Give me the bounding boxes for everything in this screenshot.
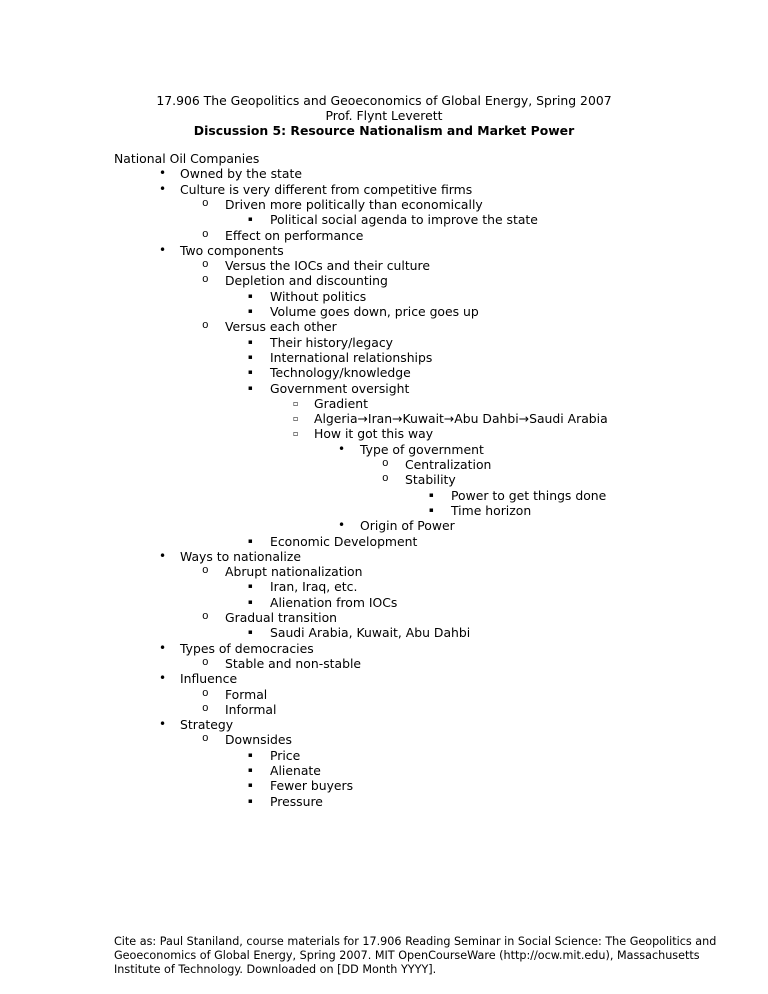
outline-item-text: Ways to nationalize	[180, 548, 301, 564]
outline-item-text: Stability	[405, 472, 456, 488]
outline-item-text: Formal	[225, 686, 268, 702]
circle-bullet-icon: o	[202, 320, 209, 333]
disc-bullet-icon: •	[159, 548, 167, 563]
square-bullet-icon: ▪	[248, 628, 253, 637]
square-bullet-icon: ▪	[248, 383, 253, 392]
outline-item-text: Two components	[180, 242, 284, 258]
outline-item-text: Types of democracies	[180, 640, 314, 656]
outline-item-text: Gradual transition	[225, 610, 338, 625]
circle-bullet-icon: o	[202, 259, 209, 272]
outline-item-text: Government oversight	[270, 380, 410, 396]
outline-item-text: Influence	[180, 671, 238, 687]
circle-bullet-icon: o	[202, 687, 209, 700]
square-bullet-icon: ▪	[248, 536, 253, 545]
square-bullet-icon: ▪	[248, 781, 253, 790]
outline-item-text: Stable and non-stable	[225, 655, 362, 671]
outline-item-text: Algeria→Iran→Kuwait→Abu Dahbi→Saudi Arabia	[314, 411, 608, 427]
outline-item-text: Depletion and discounting	[225, 273, 388, 289]
square-bullet-icon: ▪	[248, 307, 253, 315]
disc-bullet-icon: •	[159, 717, 167, 732]
outline-item-text: Saudi Arabia, Kuwait, Abu Dahbi	[270, 625, 471, 641]
outline-item-text: Gradient	[314, 395, 368, 411]
outline-item-text: Volume goes down, price goes up	[270, 304, 479, 319]
disc-bullet-icon: •	[159, 671, 167, 686]
outline-item-text: Effect on performance	[225, 227, 364, 243]
outline-item-text: Alienation from IOCs	[270, 594, 398, 610]
outline-item-text: Technology/knowledge	[270, 365, 411, 381]
circle-bullet-icon: o	[202, 656, 209, 669]
outline-item-text: Owned by the state	[180, 166, 302, 182]
square-bullet-icon: ▪	[248, 337, 253, 346]
disc-bullet-icon: •	[159, 640, 167, 655]
outline-item-text: Price	[270, 747, 301, 763]
outline-item-text: How it got this way	[314, 426, 434, 442]
small-square-bullet-icon: ▫	[293, 429, 299, 439]
outline-item-text: Culture is very different from competitive firms	[180, 181, 473, 197]
square-bullet-icon: ▪	[429, 505, 434, 514]
square-bullet-icon: ▪	[248, 215, 253, 224]
disc-bullet-icon: •	[338, 518, 346, 533]
disc-bullet-icon: •	[159, 166, 167, 181]
square-bullet-icon: ▪	[429, 490, 434, 499]
outline-item-text: Origin of Power	[360, 518, 455, 534]
circle-bullet-icon: o	[382, 473, 389, 486]
outline-item-text: Driven more politically than economically	[225, 196, 483, 212]
outline-item-text: Abrupt nationalization	[225, 564, 363, 580]
outline-item-text: National Oil Companies	[114, 151, 260, 166]
outline-item-text: Versus the IOCs and their culture	[225, 258, 430, 274]
outline-item-text: Downsides	[225, 732, 292, 748]
circle-bullet-icon: o	[202, 565, 209, 578]
circle-bullet-icon: o	[202, 274, 209, 287]
outline-item-text: Type of government	[360, 441, 484, 457]
small-square-bullet-icon: ▫	[293, 414, 299, 424]
square-bullet-icon: ▪	[248, 796, 253, 805]
outline-item-text: Informal	[225, 701, 277, 717]
circle-bullet-icon: o	[202, 611, 209, 623]
outline-item-text: Economic Development	[270, 533, 418, 549]
outline-item-text: Power to get things done	[451, 487, 607, 503]
outline-item-text: Versus each other	[225, 319, 337, 335]
disc-bullet-icon: •	[159, 242, 167, 257]
small-square-bullet-icon: ▫	[293, 398, 299, 408]
outline-item-text: Political social agenda to improve the state	[270, 212, 538, 228]
outline-item-text: Fewer buyers	[270, 778, 354, 794]
course-title: 17.906 The Geopolitics and Geoeconomics of Global Energy, Spring 2007	[156, 93, 612, 108]
square-bullet-icon: ▪	[248, 750, 253, 759]
circle-bullet-icon: o	[202, 702, 209, 715]
square-bullet-icon: ▪	[248, 352, 253, 361]
outline-item-text: Alienate	[270, 763, 321, 778]
disc-bullet-icon: •	[338, 441, 346, 456]
professor-name: Prof. Flynt Leverett	[325, 108, 443, 123]
outline-item-text: Iran, Iraq, etc.	[270, 579, 358, 595]
circle-bullet-icon: o	[382, 458, 389, 470]
outline-item-text: Strategy	[180, 717, 234, 733]
disc-bullet-icon: •	[159, 181, 167, 196]
circle-bullet-icon: o	[202, 733, 209, 746]
outline-item-text: Time horizon	[451, 502, 532, 518]
square-bullet-icon: ▪	[248, 291, 253, 300]
discussion-heading: Discussion 5: Resource Nationalism and Market Power	[193, 123, 575, 138]
square-bullet-icon: ▪	[248, 766, 253, 774]
citation-footer: Cite as: Paul Staniland, course materials for 17.906 Reading Seminar in Social Science: The Geopolitics and Geoeconomics of Global Energy, Spring 2007. MIT OpenCourseWare (http://ocw.mit.edu), Massachusetts Institute of Technology. Downloaded on [DD Month YYYY].	[114, 935, 717, 976]
square-bullet-icon: ▪	[248, 368, 253, 377]
outline-item-text: Pressure	[270, 793, 323, 809]
circle-bullet-icon: o	[202, 197, 209, 210]
square-bullet-icon: ▪	[248, 597, 253, 606]
outline-item-text: Their history/legacy	[270, 334, 393, 350]
circle-bullet-icon: o	[202, 228, 209, 241]
outline-item-text: Centralization	[405, 457, 492, 472]
square-bullet-icon: ▪	[248, 582, 253, 591]
outline-item-text: International relationships	[270, 349, 433, 365]
outline-item-text: Without politics	[270, 288, 367, 304]
